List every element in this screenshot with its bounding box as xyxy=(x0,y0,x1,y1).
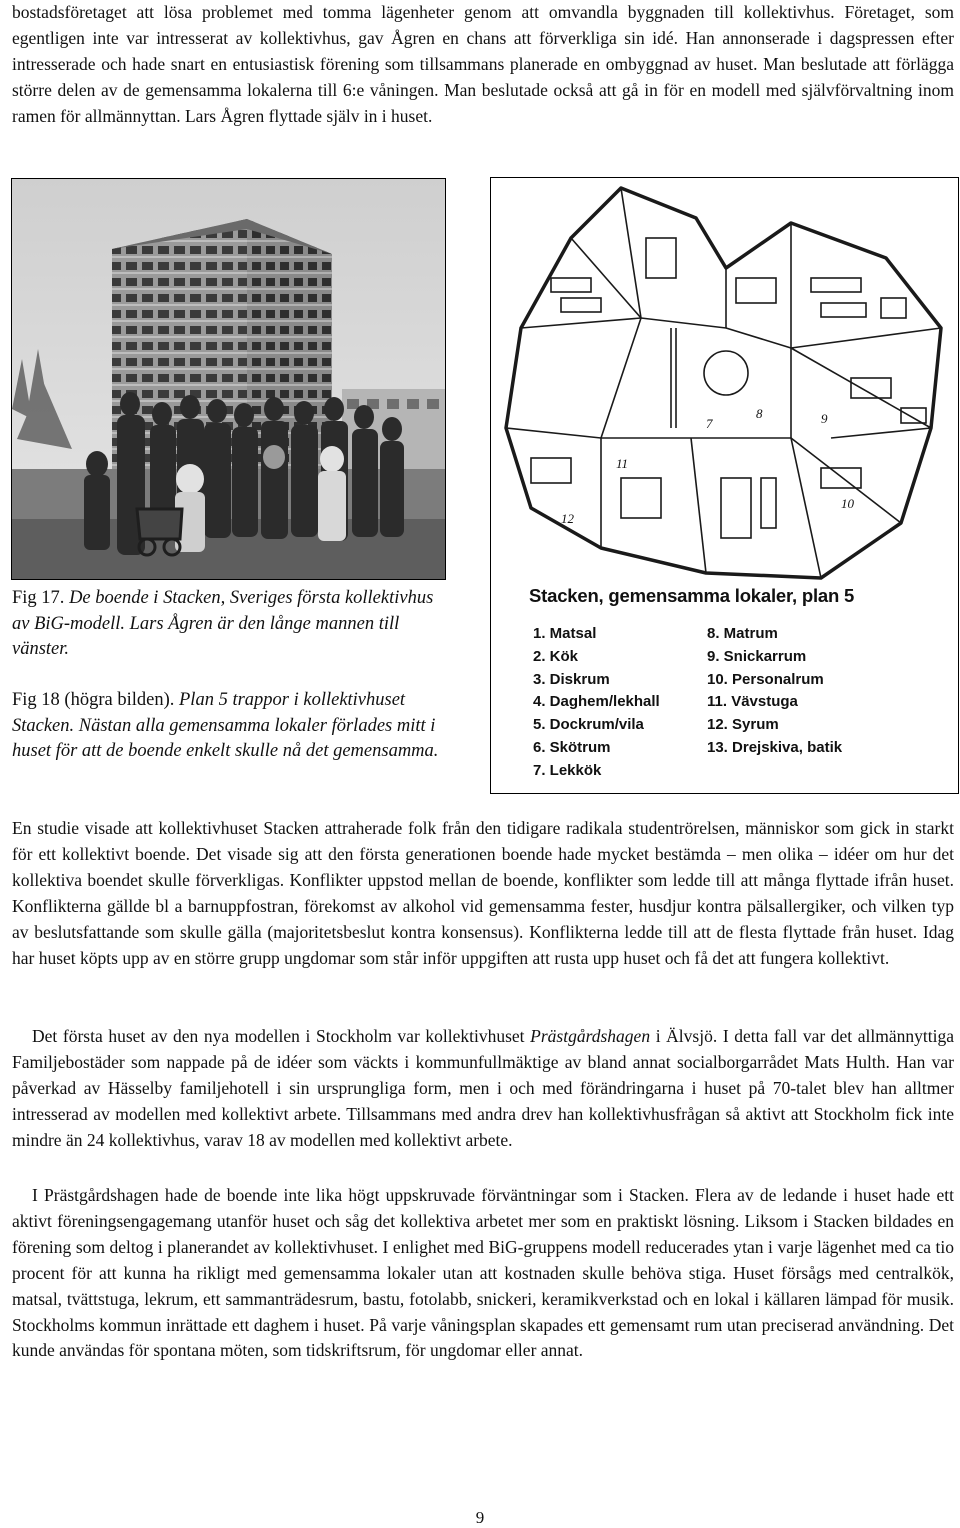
legend-item: 6. Skötrum xyxy=(533,738,611,756)
legend-item: 12. Syrum xyxy=(707,716,779,734)
figure-18-text: Plan 5 trappor i kollektivhuset Stacken. Nästan alla gemensamma lokaler förlades mitt i huset för att de boende enkelt skulle nå det gemensamma. xyxy=(12,690,439,762)
figure-18-label: Fig 18 (högra bilden). xyxy=(12,690,179,710)
intro-paragraph: bostadsföretaget att lösa problemet med tomma lägenheter genom att omvandla byggnaden till kollektivhus. Företaget, som egentligen inte var intresserat av kollektivhus, gav Ågren en chans att förverkliga sin idé. Han annonserade i dagspressen efter intresserade och hade snart en entusiastisk förening som tillsammans planerade en ombyggnad av huset. Man beslutade att förlägga större delen av de gemensamma lokalerna till 6:e våningen. Man beslutade också att gå in för en modell med självförvaltning inom ramen för allmännyttan. Lars Ågren flyttade själv in i huset. xyxy=(12,2,954,126)
page-number: 9 xyxy=(475,1508,485,1527)
room-number: 10 xyxy=(841,496,854,511)
figure-17-text: De boende i Stacken, Sveriges första kollektivhus av BiG-modell. Lars Ågren är den långe mannen till vänster. xyxy=(12,588,434,660)
legend-item: 9. Snickarrum xyxy=(707,647,807,665)
legend-item: 8. Matrum xyxy=(707,625,778,642)
legend-title: Stacken, gemensamma lokaler, plan 5 xyxy=(529,585,855,606)
room-number: 7 xyxy=(706,416,713,431)
body-paragraph-2-start: Det första huset av den nya modellen i Stockholm var kollektivhuset xyxy=(32,1026,531,1046)
legend-item: 1. Matsal xyxy=(533,625,597,642)
figure-18-caption xyxy=(12,688,452,765)
legend-item: 10. Personalrum xyxy=(707,670,824,688)
floor-plan-drawing xyxy=(491,178,958,583)
body-paragraph-3: I Prästgårdshagen hade de boende inte lika högt uppskruvade förväntningar som i Stacken. Flera av de ledande i huset hade ett aktivt föreningsengagemang utanför huset och såg det kollektiva arbetet mer som en praktiskt lösning. Liksom i Stacken bildades en förening som deltog i planerandet av kollektivhuset. I enlighet med BiG-gruppens modell reducerades ytan i varje lägenhet med ca tio procent för att kunna ha rikligt med gemensamma lokaler utan att kostnaden skulle behöva stiga. Huset försågs med centralkök, matsal, tvättstuga, lekrum, ett sammanträdesrum, bastu, fotolabb, snickeri, keramikverkstad och en lokal i källaren lämpad för musik. Stockholms kommun inrättade ett daghem i huset. På varje våningsplan skapades ett gemensamt rum utan preciserad användning. Det kunde användas för spontana möten, som tidskriftsrum, för ungdomar eller annat. xyxy=(12,1185,954,1361)
legend-item: 4. Daghem/lekhall xyxy=(533,693,660,711)
room-number: 12 xyxy=(561,511,574,526)
room-number: 8 xyxy=(756,406,763,421)
legend-column-left xyxy=(533,623,660,783)
legend-item: 11. Vävstuga xyxy=(707,693,798,711)
body-paragraph-1: En studie visade att kollektivhuset Stacken attraherade folk från den tidigare radikala studentrörelsen, människor som gick in starkt för ett kollektivt boende. Det visade sig att den första generationen boende hade mycket bestämda – men olika – idéer om hur det kollektiva boendet skulle förverkligas. Konflikter uppstod mellan de boende, konflikter som ledde till att många flyttade ifrån huset. Konflikterna gällde bl a barnuppfostran, förekomst av alkohol vid gemensamma fester, husdjur kontra pälsallergiker, och vilken typ av beslutsfattande som skulle gälla (majoritetsbeslut kontra konsensus). Konflikterna ledde till att de flesta flyttade från huset. Idag har huset köpts upp av en större grupp ungdomar som står inför uppgiften att rusta upp huset och få det att fungera kollektivt. xyxy=(12,818,954,968)
room-number: 11 xyxy=(616,456,629,471)
stacken-floor-plan xyxy=(490,177,959,794)
legend-column-right xyxy=(707,623,842,760)
legend-item: 3. Diskrum xyxy=(533,670,610,688)
room-number: 9 xyxy=(821,411,828,426)
figure-17-label: Fig 17. xyxy=(12,588,70,608)
floor-plan-legend xyxy=(491,583,958,793)
body-paragraph-2-end: i Älvsjö. I detta fall var det allmännyttiga Familjebostäder som nappade på de idéer som väckts i kommunfullmäktige av bland annat socialborgarrådet Mats Hulth. Han var påverkad av Hässelby familjehotell i sin ursprungliga form, men i och med förändringarna i huset på 70-talet blev han alltmer intresserad av modellen med kollektivt arbete. Tillsammans med andra drev han kollektivhusfrågan så aktivt att Stockholm fick inte mindre än 24 kollektivhus, varav 18 av modellen med kollektivt arbete. xyxy=(12,1026,954,1150)
residents-photo-illustration xyxy=(12,179,445,579)
body-paragraph-2 xyxy=(12,1024,954,1154)
legend-item: 13. Drejskiva, batik xyxy=(707,738,843,756)
prastgardshagen-emphasis: Prästgårdshagen xyxy=(530,1026,651,1046)
legend-item: 5. Dockrum/vila xyxy=(533,716,644,734)
legend-item: 2. Kök xyxy=(533,647,579,665)
legend-item: 7. Lekkök xyxy=(533,761,602,779)
stacken-residents-photo xyxy=(11,178,446,580)
figure-17-caption xyxy=(12,586,452,663)
